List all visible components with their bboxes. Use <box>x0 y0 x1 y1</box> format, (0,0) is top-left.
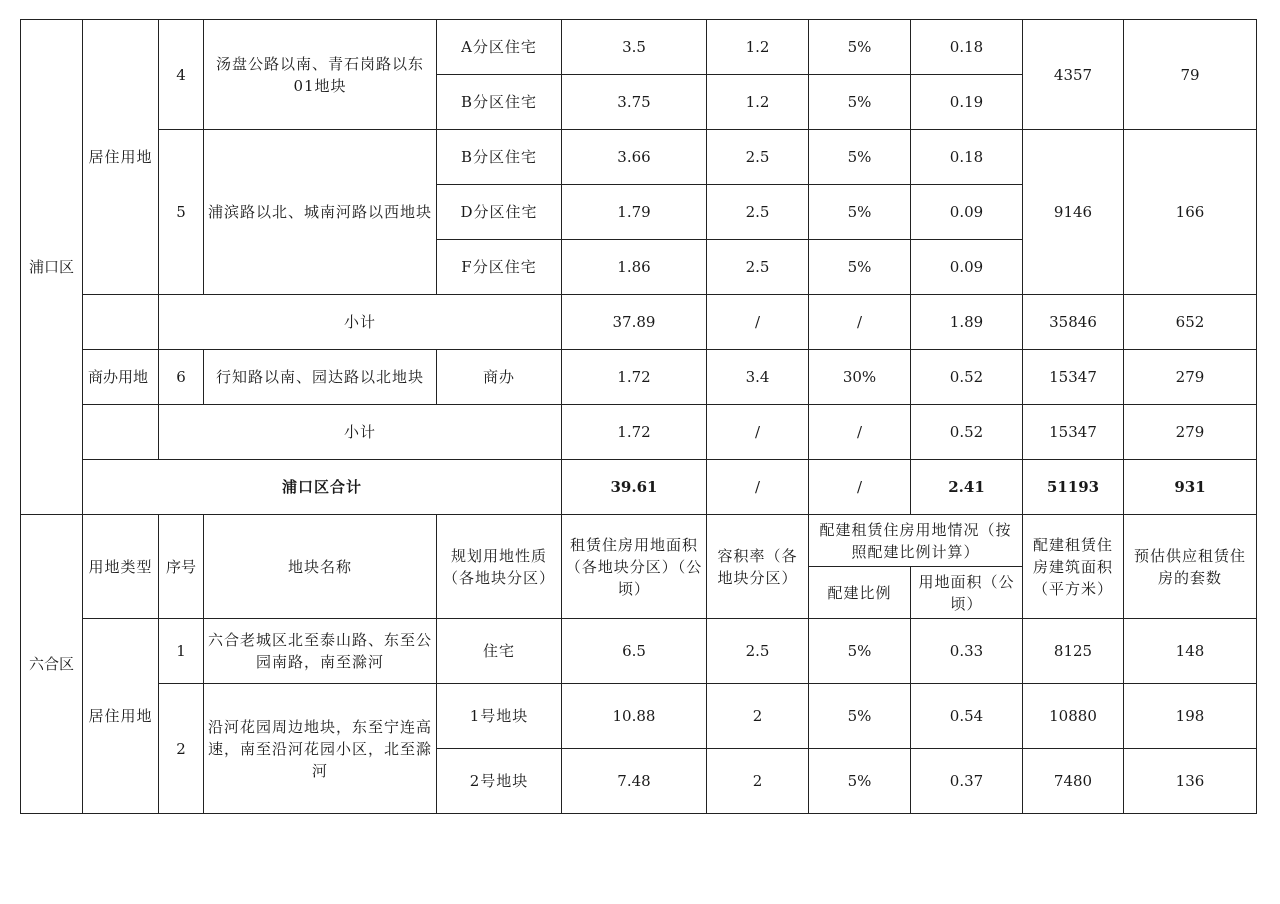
units-cell: 279 <box>1124 405 1257 460</box>
far-cell: / <box>707 460 809 515</box>
ratio-cell: 5% <box>809 619 911 684</box>
area-cell: 1.86 <box>562 240 707 295</box>
land-area-cell: 2.41 <box>911 460 1023 515</box>
zone-nature-cell: 住宅 <box>437 619 562 684</box>
zone-nature-cell: B分区住宅 <box>437 130 562 185</box>
far-cell: 2.5 <box>707 240 809 295</box>
area-cell: 6.5 <box>562 619 707 684</box>
area-cell: 3.75 <box>562 75 707 130</box>
seq-cell: 5 <box>159 130 204 295</box>
floor-area-cell: 4357 <box>1023 20 1124 130</box>
seq-cell: 1 <box>159 619 204 684</box>
land-area-cell: 0.52 <box>911 405 1023 460</box>
units-cell: 79 <box>1124 20 1257 130</box>
far-cell: 2 <box>707 749 809 814</box>
zone-nature-cell: F分区住宅 <box>437 240 562 295</box>
area-cell: 3.5 <box>562 20 707 75</box>
zone-nature-cell: B分区住宅 <box>437 75 562 130</box>
land-area-cell: 0.19 <box>911 75 1023 130</box>
total-label: 浦口区合计 <box>83 460 562 515</box>
header-floor-area: 配建租赁住房建筑面积（平方米） <box>1023 515 1124 619</box>
header-row <box>21 515 1257 567</box>
district-cell: 浦口区 <box>21 20 83 515</box>
units-cell: 652 <box>1124 295 1257 350</box>
floor-area-cell: 51193 <box>1023 460 1124 515</box>
ratio-cell: 30% <box>809 350 911 405</box>
floor-area-cell: 8125 <box>1023 619 1124 684</box>
area-cell: 10.88 <box>562 684 707 749</box>
plot-name-cell: 汤盘公路以南、青石岗路以东01地块 <box>204 20 437 130</box>
floor-area-cell: 9146 <box>1023 130 1124 295</box>
zone-nature-cell: 商办 <box>437 350 562 405</box>
area-cell: 37.89 <box>562 295 707 350</box>
far-cell: 2.5 <box>707 130 809 185</box>
ratio-cell: / <box>809 460 911 515</box>
land-area-cell: 1.89 <box>911 295 1023 350</box>
far-cell: 2.5 <box>707 185 809 240</box>
seq-cell: 2 <box>159 684 204 814</box>
ratio-cell: / <box>809 405 911 460</box>
subtotal-row <box>21 295 1257 350</box>
plot-name-cell: 六合老城区北至泰山路、东至公园南路，南至滁河 <box>204 619 437 684</box>
floor-area-cell: 15347 <box>1023 350 1124 405</box>
far-cell: 3.4 <box>707 350 809 405</box>
units-cell: 279 <box>1124 350 1257 405</box>
land-area-cell: 0.18 <box>911 130 1023 185</box>
far-cell: 1.2 <box>707 75 809 130</box>
far-cell: / <box>707 295 809 350</box>
ratio-cell: 5% <box>809 75 911 130</box>
land-area-cell: 0.54 <box>911 684 1023 749</box>
zone-nature-cell: D分区住宅 <box>437 185 562 240</box>
subtotal-label: 小计 <box>159 295 562 350</box>
land-type-cell: 居住用地 <box>83 619 159 814</box>
zone-nature-cell: 2号地块 <box>437 749 562 814</box>
seq-cell: 6 <box>159 350 204 405</box>
units-cell: 166 <box>1124 130 1257 295</box>
area-cell: 1.72 <box>562 405 707 460</box>
floor-area-cell: 35846 <box>1023 295 1124 350</box>
ratio-cell: 5% <box>809 749 911 814</box>
table-row <box>21 20 1257 75</box>
header-supply-group: 配建租赁住房用地情况（按照配建比例计算） <box>809 515 1023 567</box>
district-cell: 六合区 <box>21 515 83 814</box>
plot-name-cell: 沿河花园周边地块，东至宁连高速，南至沿河花园小区，北至滁河 <box>204 684 437 814</box>
header-rental-area: 租赁住房用地面积（各地块分区）（公顷） <box>562 515 707 619</box>
plot-name-cell: 行知路以南、园达路以北地块 <box>204 350 437 405</box>
header-nature: 规划用地性质（各地块分区） <box>437 515 562 619</box>
land-area-cell: 0.18 <box>911 20 1023 75</box>
units-cell: 931 <box>1124 460 1257 515</box>
subtotal-row <box>21 405 1257 460</box>
ratio-cell: 5% <box>809 240 911 295</box>
table-row <box>21 684 1257 749</box>
zone-nature-cell: A分区住宅 <box>437 20 562 75</box>
land-area-cell: 0.09 <box>911 185 1023 240</box>
ratio-cell: / <box>809 295 911 350</box>
header-ratio: 配建比例 <box>809 567 911 619</box>
land-area-cell: 0.37 <box>911 749 1023 814</box>
land-supply-table <box>20 19 1257 814</box>
ratio-cell: 5% <box>809 684 911 749</box>
land-area-cell: 0.52 <box>911 350 1023 405</box>
far-cell: 2 <box>707 684 809 749</box>
table-row <box>21 619 1257 684</box>
ratio-cell: 5% <box>809 130 911 185</box>
header-units: 预估供应租赁住房的套数 <box>1124 515 1257 619</box>
land-type-cell: 居住用地 <box>83 20 159 295</box>
area-cell: 1.72 <box>562 350 707 405</box>
units-cell: 136 <box>1124 749 1257 814</box>
area-cell: 1.79 <box>562 185 707 240</box>
area-cell: 7.48 <box>562 749 707 814</box>
far-cell: / <box>707 405 809 460</box>
plot-name-cell: 浦滨路以北、城南河路以西地块 <box>204 130 437 295</box>
empty-cell <box>83 295 159 350</box>
table-row <box>21 130 1257 185</box>
header-far: 容积率（各地块分区） <box>707 515 809 619</box>
far-cell: 1.2 <box>707 20 809 75</box>
subtotal-label: 小计 <box>159 405 562 460</box>
ratio-cell: 5% <box>809 20 911 75</box>
area-cell: 39.61 <box>562 460 707 515</box>
table-row <box>21 350 1257 405</box>
units-cell: 198 <box>1124 684 1257 749</box>
floor-area-cell: 15347 <box>1023 405 1124 460</box>
land-area-cell: 0.09 <box>911 240 1023 295</box>
header-seq: 序号 <box>159 515 204 619</box>
header-land-type: 用地类型 <box>83 515 159 619</box>
area-cell: 3.66 <box>562 130 707 185</box>
zone-nature-cell: 1号地块 <box>437 684 562 749</box>
header-land-area: 用地面积（公顷） <box>911 567 1023 619</box>
land-type-cell: 商办用地 <box>83 350 159 405</box>
floor-area-cell: 7480 <box>1023 749 1124 814</box>
total-row <box>21 460 1257 515</box>
far-cell: 2.5 <box>707 619 809 684</box>
empty-cell <box>83 405 159 460</box>
units-cell: 148 <box>1124 619 1257 684</box>
ratio-cell: 5% <box>809 185 911 240</box>
header-plot-name: 地块名称 <box>204 515 437 619</box>
floor-area-cell: 10880 <box>1023 684 1124 749</box>
seq-cell: 4 <box>159 20 204 130</box>
land-area-cell: 0.33 <box>911 619 1023 684</box>
